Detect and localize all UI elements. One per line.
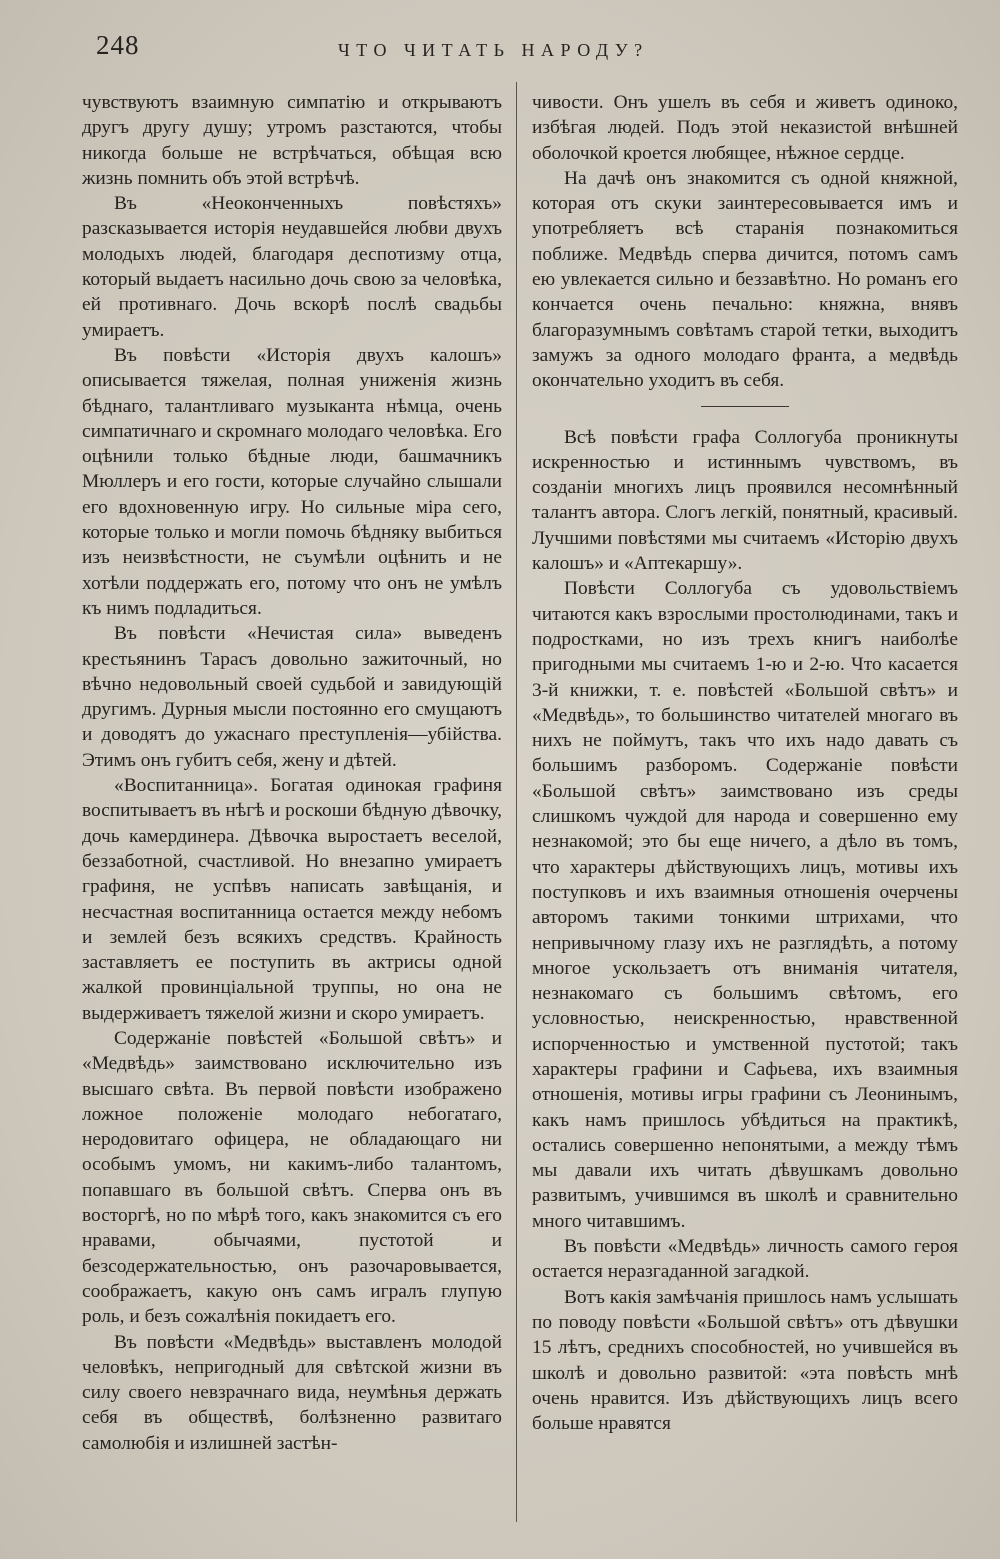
paragraph: чувствуютъ взаимную симпатію и открываютъ другъ другу душу; утромъ разстаются, чтобы никогда больше не встрѣчаться, обѣщая всю жизнь помнить объ этой встрѣчѣ. xyxy=(82,92,502,189)
paragraph: Вотъ какія замѣчанія пришлось намъ услышать по поводу повѣсти «Большой свѣтъ» отъ дѣвушки 15 лѣтъ, среднихъ способностей, но учившейся въ школѣ и довольно развитой: «эта повѣсть мнѣ очень нравится. Изъ дѣйствующихъ лицъ всего больше нравятся xyxy=(532,1286,959,1435)
left-column xyxy=(82,90,502,1456)
page-number: 248 xyxy=(96,30,140,60)
paragraph: Въ повѣсти «Нечистая сила» выведенъ крестьянинъ Тарасъ довольно зажиточный, но вѣчно недовольный своей судьбой и завидующій другимъ. Дурныя мысли постоянно его смущаютъ и доводятъ до ужаснаго преступленія—убійства. Этимъ онъ губитъ себя, жену и дѣтей. xyxy=(82,623,502,771)
paragraph: На дачѣ онъ знакомится съ одной княжной, которая отъ скуки заинтересовывается имъ и употребляетъ всѣ старанія познакомиться поближе. Медвѣдь сперва дичится, потомъ самъ ею увлекается сильно и беззавѣтно. Но романъ его кончается очень печально: княжна, внявъ благоразумнымъ совѣтамъ старой тетки, выходитъ замужъ за одного молодаго франта, а медвѣдь окончательно уходитъ въ себя. xyxy=(532,167,958,392)
column-divider xyxy=(516,82,517,1522)
running-title: ЧТО ЧИТАТЬ НАРОДУ? xyxy=(338,40,649,60)
paragraph: Въ повѣсти «Медвѣдь» выставленъ молодой человѣкъ, непригодный для свѣтской жизни въ силу своего невзрачнаго вида, неумѣнья держать себя въ обществѣ, болѣзненно развитаго самолюбія и излишней застѣн- xyxy=(82,1331,502,1454)
paragraph: «Воспитанница». Богатая одинокая графиня воспитываетъ въ нѣгѣ и роскоши бѣдную дѣвочку, дочь камердинера. Дѣвочка выростаетъ веселой, беззаботной, счастливой. Но внезапно умираетъ графиня, не успѣвъ написать завѣщанія, и несчастная воспитанница остается между небомъ и землей безъ всякихъ средствъ. Крайность заставляетъ ее поступить въ актрисы одной жалкой провинціальной труппы, но она не выдерживаетъ тяжелой жизни и скоро умираетъ. xyxy=(82,775,502,1024)
paragraph: Повѣсти Соллогуба съ удовольствіемъ читаются какъ взрослыми простолюдинами, такъ и подростками, но изъ трехъ книгъ наиболѣе пригодными мы считаемъ 1-ю и 2-ю. Что касается 3-й книжки, т. е. повѣстей «Большой свѣтъ» и «Медвѣдь», то большинство читателей многаго въ нихъ не поймутъ, такъ что ихъ надо давать съ большимъ разборомъ. Содержаніе повѣсти «Большой свѣтъ» заимствовано изъ среды слишкомъ чуждой для народа и совершенно ему незнакомой; это бы еще ничего, а дѣло въ томъ, что характеры дѣйствующихъ лицъ, мотивы ихъ поступковъ и ихъ взаимныя отношенія очерчены авторомъ такими тонкими штрихами, что непривычному глазу ихъ не разглядѣть, а потому многое ускользаетъ отъ вниманія читателя, незнакомаго съ большимъ свѣтомъ, его условностью, неискренностью, нравственной испорченностью и умственной пустотой; такъ характеры графини и Сафьева, ихъ взаимныя отношенія, мотивы игры графини съ Леонинымъ, какъ намъ пришлось убѣдиться на практикѣ, остались совершенно непонятыми, а между тѣмъ мы давали ихъ читать дѣвушкамъ довольно развитымъ, учившимся въ школѣ и сравнительно много читавшимъ. xyxy=(532,578,958,1232)
paragraph: Всѣ повѣсти графа Соллогуба проникнуты искренностью и истиннымъ чувствомъ, въ созданіи многихъ лицъ проявился несомнѣнный талантъ автора. Слогъ легкій, понятный, красивый. Лучшими повѣстями мы считаемъ «Исторію двухъ калошъ» и «Аптекаршу». xyxy=(532,426,958,575)
right-column xyxy=(532,90,958,1436)
paragraph: Въ «Неоконченныхъ повѣстяхъ» разсказывается исторія неудавшейся любви двухъ молодыхъ людей, благодаря деспотизму отца, который выдаетъ насильно дочь свою за человѣка, ей противнаго. Дочь вскорѣ послѣ свадьбы умираетъ. xyxy=(82,193,502,341)
paragraph: Содержаніе повѣстей «Большой свѣтъ» и «Медвѣдь» заимствовано исключительно изъ высшаго свѣта. Въ первой повѣсти изображено ложное положеніе молодаго небогатаго, неродовитаго офицера, не обладающаго ни особымъ умомъ, ни какимъ-либо талантомъ, попавшаго въ большой свѣтъ. Сперва онъ въ восторгѣ, но по мѣрѣ того, какъ знакомится съ его нравами, обычаями, пустотой и безсодержательностью, онъ разочаровывается, соображаетъ, какую онъ самъ игралъ глупую роль, и безъ сожалѣнія покидаетъ его. xyxy=(82,1027,502,1328)
section-separator-rule xyxy=(701,406,789,407)
page-header xyxy=(96,30,936,70)
paragraph: чивости. Онъ ушелъ въ себя и живетъ одиноко, избѣгая людей. Подъ этой неказистой внѣшней оболочкой кроется любящее, нѣжное сердце. xyxy=(532,92,958,164)
paragraph: Въ повѣсти «Медвѣдь» личность самого героя остается неразгаданной загадкой. xyxy=(532,1236,958,1283)
paragraph: Въ повѣсти «Исторія двухъ калошъ» описывается тяжелая, полная униженія жизнь бѣднаго, талантливаго музыканта нѣмца, очень симпатичнаго и скромнаго молодаго человѣка. Его оцѣнили только бѣдные люди, башмачникъ Мюллеръ и его гости, которые случайно слышали его вдохновенную игру. Но сильные міра сего, которые только и могли помочь бѣдняку выбиться изъ неизвѣстности, не съумѣли оцѣнить и не хотѣли поддержать его, потому что онъ не умѣлъ къ нимъ подладиться. xyxy=(82,344,502,619)
